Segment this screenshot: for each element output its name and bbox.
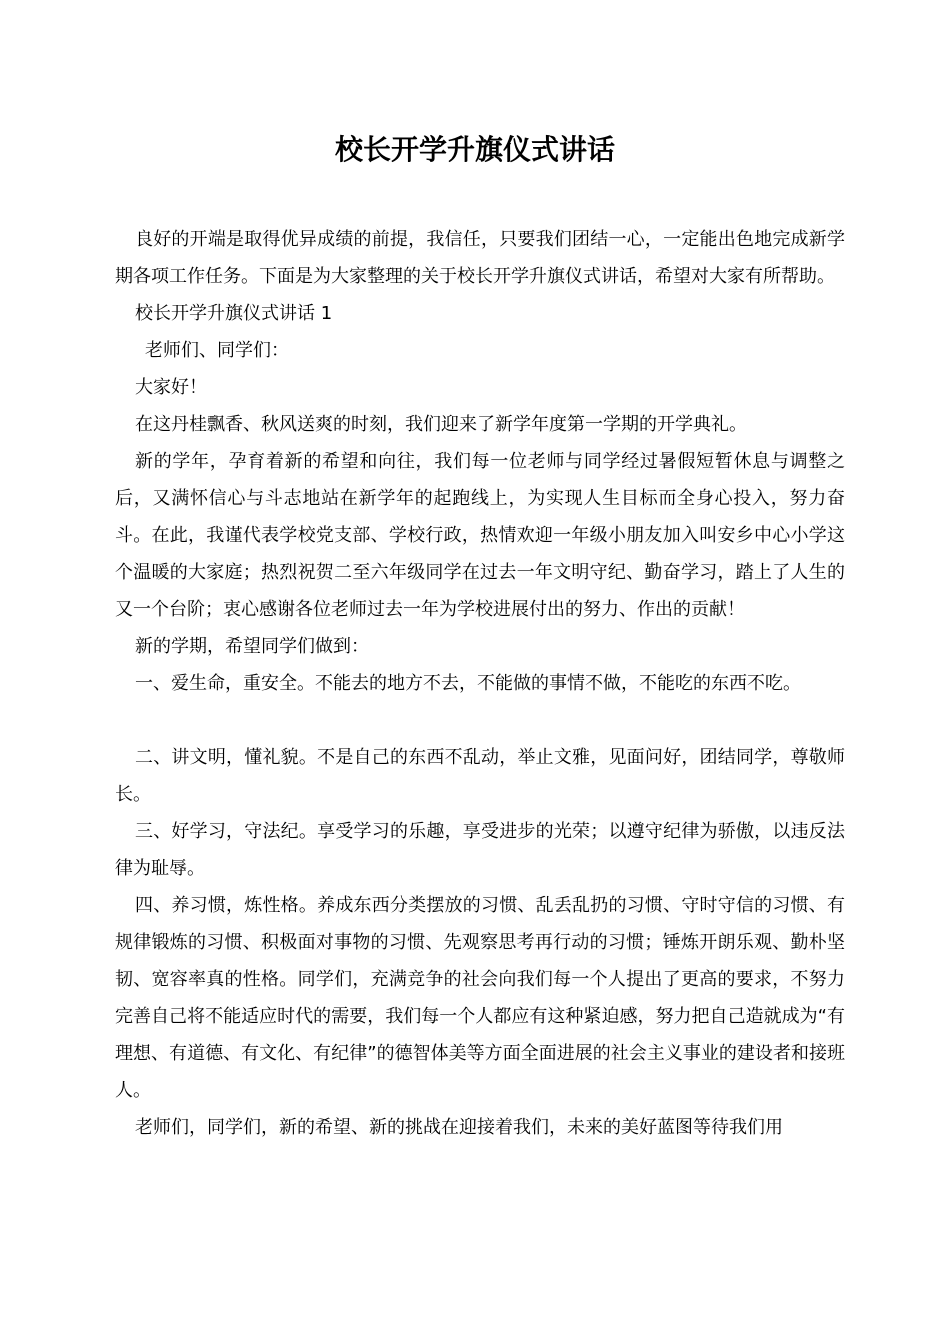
list-item: 三、好学习，守法纪。享受学习的乐趣，享受进步的光荣；以遵守纪律为骄傲，以违反法律为耻辱。 — [115, 821, 845, 879]
salutation: 老师们、同学们： — [145, 340, 289, 361]
body-paragraph: 老师们，同学们，新的希望、新的挑战在迎接着我们，未来的美好蓝图等待我们用 — [135, 1117, 783, 1138]
intro-paragraph: 良好的开端是取得优异成绩的前提，我信任，只要我们团结一心，一定能出色地完成新学期各项工作任务。下面是为大家整理的关于校长开学升旗仪式讲话，希望对大家有所帮助。 — [115, 229, 845, 287]
list-item: 二、讲文明，懂礼貌。不是自己的东西不乱动，举止文雅，见面问好，团结同学，尊敬师长。 — [115, 747, 845, 805]
body-paragraph: 新的学期，希望同学们做到： — [135, 636, 369, 657]
document-body — [115, 221, 845, 1146]
section-heading: 校长开学升旗仪式讲话 1 — [135, 303, 333, 324]
body-paragraph: 新的学年，孕育着新的希望和向往，我们每一位老师与同学经过暑假短暂休息与调整之后，又满怀信心与斗志地站在新学年的起跑线上，为实现人生目标而全身心投入，努力奋斗。在此，我谨代表学校党支部、学校行政，热情欢迎一年级小朋友加入叫安乡中心小学这个温暖的大家庭；热烈祝贺二至六年级同学在过去一年文明守纪、勤奋学习，踏上了人生的又一个台阶；衷心感谢各位老师过去一年为学校进展付出的努力、作出的贡献！ — [115, 451, 845, 620]
document-title: 校长开学升旗仪式讲话 — [334, 133, 615, 166]
list-item: 四、养习惯，炼性格。养成东西分类摆放的习惯、乱丢乱扔的习惯、守时守信的习惯、有规律锻炼的习惯、积极面对事物的习惯、先观察思考再行动的习惯；锤炼开朗乐观、勤朴坚韧、宽容率真的性格。同学们，充满竞争的社会向我们每一个人提出了更高的要求，不努力完善自己将不能适应时代的需要，我们每一个人都应有这种紧迫感，努力把自己造就成为“有理想、有道德、有文化、有纪律”的德智体美等方面全面进展的社会主义事业的建设者和接班人。 — [115, 895, 845, 1101]
body-paragraph: 在这丹桂飘香、秋风送爽的时刻，我们迎来了新学年度第一学期的开学典礼。 — [135, 414, 747, 435]
list-item: 一、爱生命，重安全。不能去的地方不去，不能做的事情不做，不能吃的东西不吃。 — [135, 673, 801, 694]
greeting: 大家好！ — [135, 377, 207, 398]
